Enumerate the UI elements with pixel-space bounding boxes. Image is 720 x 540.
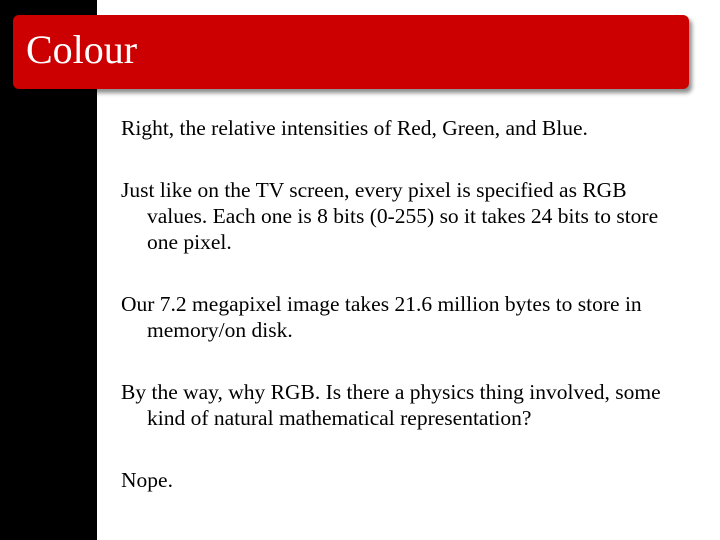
bullet-list [121,115,691,529]
bullet-point-pixel-bits: Just like on the TV screen, every pixel is specified as RGB values. Each one is 8 bits (0-255) so it takes 24 bits to store one pixel. [121,178,659,254]
bullet-point-rgb-intensities: Right, the relative intensities of Red, Green, and Blue. [121,116,588,140]
bullet-point-answer: Nope. [121,468,173,492]
bullet-point-image-storage: Our 7.2 megapixel image takes 21.6 million bytes to store in memory/on disk. [121,292,642,342]
title-banner [13,15,689,89]
slide-title: Colour [26,27,138,72]
bullet-point-why-rgb: By the way, why RGB. Is there a physics thing involved, some kind of natural mathematical representation? [121,380,661,430]
